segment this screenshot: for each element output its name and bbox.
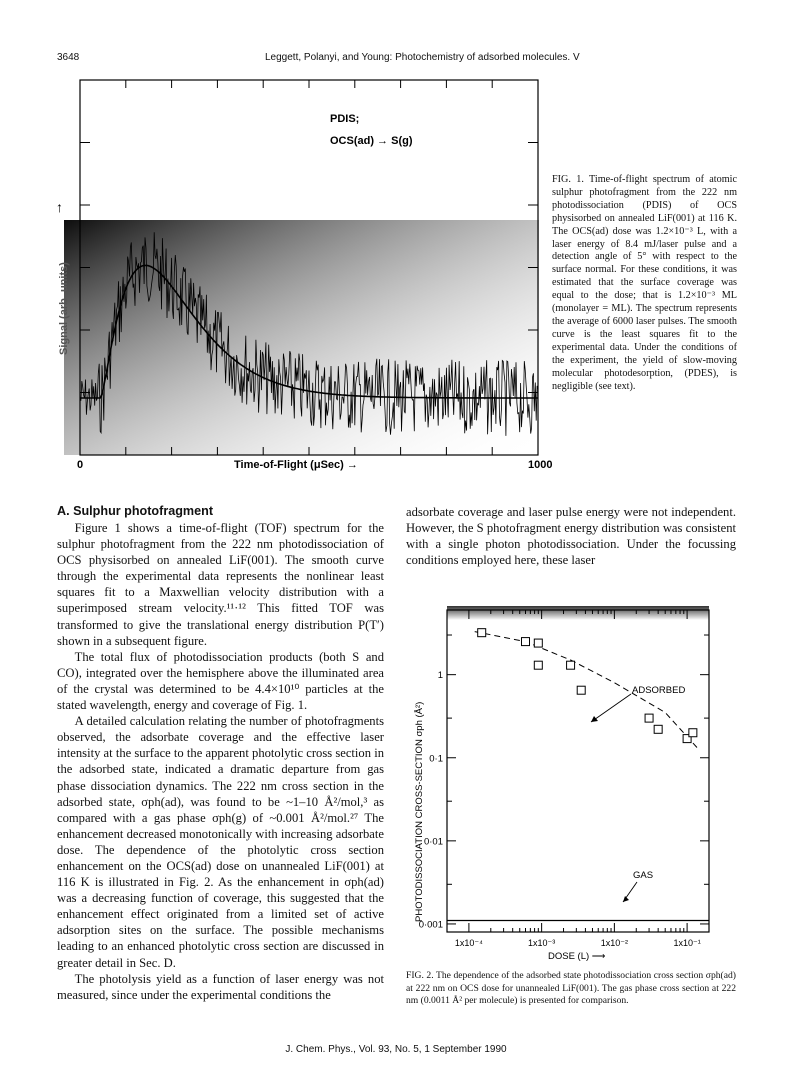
adsorbed-data-point	[534, 661, 542, 669]
figure-1-caption: FIG. 1. Time-of-flight spectrum of atomic sulphur photofragment from the 222 nm photodissociation (PDIS) of OCS physisorbed on annealed LiF(001) at 116 K. The OCS(ad) dose was 1.2×10⁻³ L, with a laser energy of 8.4 mJ/laser pulse and a detection angle of 5° with respect to the surface normal. For these conditions, it was estimated that the surface coverage was equal to the dose; that is 1.2×10⁻³ ML (monolayer = ML). The spectrum represents the average of 6000 laser pulses. The smooth curve is the least squares fit to the experimental data. Under the conditions of the experiment, the yield of slow-moving molecular photodesorption, (PDES), is negligible (see text).	[552, 174, 737, 392]
right-column-text	[406, 504, 736, 568]
journal-footer: J. Chem. Phys., Vol. 93, No. 5, 1 September 1990	[285, 1044, 507, 1055]
fig1-y-arrow: ↑	[56, 199, 63, 215]
fig1-x-tick-0: 0	[77, 459, 84, 471]
section-heading: A. Sulphur photofragment	[57, 504, 214, 518]
paragraph-right: adsorbate coverage and laser pulse energy were not independent. However, the S photofragment energy distribution was consistent with a single photon photodissociation. Under the focussing conditions employed here, these laser	[406, 505, 736, 568]
paragraph-3: A detailed calculation relating the number of photofragments observed, the adsorbate coverage and the effective laser intensity at the surface to the apparent photolytic cross section in the adsorbed state, indicated a dramatic departure from gas phase dissociation dynamics. The 222 nm cross section in the adsorbed state, σph(ad), was found to be ~1–10 Å²/mol,³ as compared with a gas phase σph(g) of ~0.001 Å²/mol.²⁷ The enhancement decreased monotonically with increasing adsorbate dose. The dependence of the photolytic cross section enhancement on the OCS(ad) dose on unannealed LiF(001) at 116 K is illustrated in Fig. 2. As the enhancement in σph(ad) was a decreasing function of coverage, this suggested that the enhancement effect originated from a limited set of active adsorption sites on the surface. The possible mechanisms leading to an enhanced photolytic cross section are discussed in greater detail in Sec. D.	[57, 714, 384, 970]
top-shading	[447, 606, 709, 620]
adsorbed-data-point	[654, 725, 662, 733]
fig2-frame	[447, 610, 709, 932]
fig2-y-tick-label: 0·1	[429, 753, 443, 765]
fig2-x-tick-label: 1x10⁻³	[527, 938, 556, 948]
fig2-x-tick-label: 1x10⁻⁴	[454, 938, 483, 948]
adsorbed-pointer-arrow	[591, 694, 631, 722]
running-title: Leggett, Polanyi, and Young: Photochemistry of adsorbed molecules. V	[265, 52, 580, 63]
left-column-text	[57, 520, 384, 1003]
fig2-y-tick-label: 0·001	[418, 919, 443, 931]
fig2-y-tick-label: 1	[437, 670, 443, 682]
fig2-x-tick-label: 1x10⁻¹	[673, 938, 701, 948]
fig1-annotation-pdis: PDIS;	[330, 113, 360, 125]
fig1-annotation-reaction: OCS(ad) → S(g)	[330, 135, 413, 147]
figure-1-tof-spectrum	[40, 70, 553, 480]
adsorbed-data-point	[478, 629, 486, 637]
adsorbed-data-point	[577, 686, 585, 694]
label-gas: GAS	[633, 870, 654, 881]
figure-2-cross-section-plot	[405, 600, 737, 970]
fig2-xlabel: DOSE (L) ⟶	[548, 951, 606, 962]
adsorbed-data-point	[534, 639, 542, 647]
fig2-x-tick-label: 1x10⁻²	[600, 938, 629, 948]
fig1-xlabel: Time-of-Flight (μSec) →	[234, 459, 358, 471]
figure-2-caption: FIG. 2. The dependence of the adsorbed state photodissociation cross section σph(ad) at 222 nm on OCS dose for unannealed LiF(001). The gas phase cross section at 222 nm (0.0011 Å² per molecule) is presented for comparison.	[406, 970, 736, 1006]
page-number: 3648	[57, 52, 80, 63]
fig2-y-tick-label: 0·01	[423, 836, 443, 848]
paragraph-1: Figure 1 shows a time-of-flight (TOF) spectrum for the sulphur photofragment from the 222 nm photodissociation of OCS physisorbed on annealed LiF(001). The smooth curve through the experimental data represents the nonlinear least squares fit to a Maxwellian velocity distribution with a superimposed stream velocity.¹¹·¹² This fitted TOF was transformed to give the translational energy distribution P(T′) shown in a subsequent figure.	[57, 521, 384, 648]
fig1-ylabel: Signal (arb. units)	[58, 262, 70, 355]
fig1-x-tick-1000: 1000	[528, 459, 553, 471]
scan-shading	[64, 220, 539, 455]
label-adsorbed: ADSORBED	[632, 685, 686, 696]
fig2-ylabel: PHOTODISSOCIATION CROSS-SECTION σph (Å²)	[414, 701, 425, 922]
adsorbed-data-point	[689, 729, 697, 737]
paragraph-2: The total flux of photodissociation products (both S and CO), integrated over the hemisphere above the illuminated area of the crystal was determined to be 4.4×10¹⁰ particles at the stated wavelength, energy and coverage of Fig. 1.	[57, 649, 384, 713]
adsorbed-data-point	[521, 638, 529, 646]
paragraph-4: The photolysis yield as a function of laser energy was not measured, since under the experimental conditions the	[57, 971, 384, 1002]
adsorbed-data-point	[567, 661, 575, 669]
adsorbed-data-point	[645, 714, 653, 722]
